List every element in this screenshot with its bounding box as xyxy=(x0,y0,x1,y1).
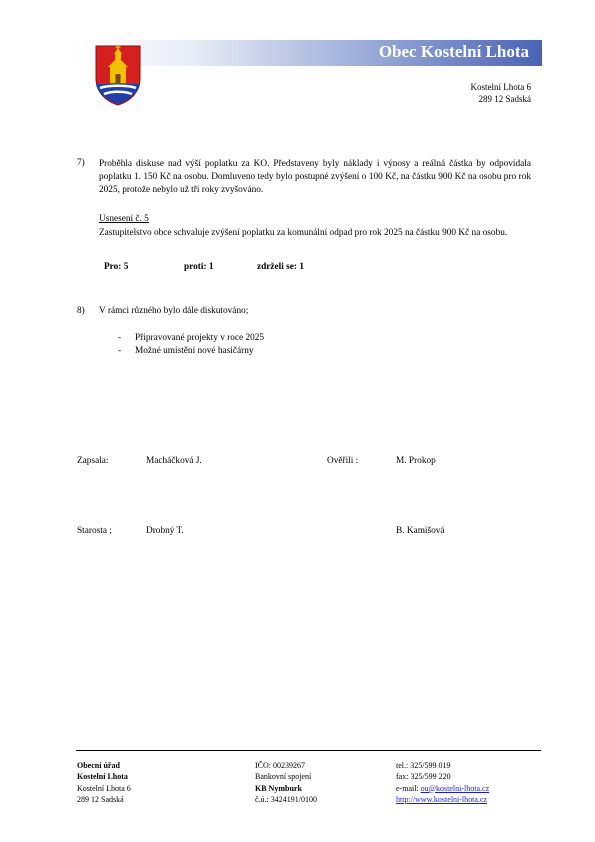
footer-phone: tel.: 325/599 019 xyxy=(396,761,451,770)
bullet-1-text: Připravované projekty v roce 2025 xyxy=(135,333,265,343)
votes-against: proti: 1 xyxy=(184,262,214,272)
resolution-text: Zastupitelstvo obce schvaluje zvýšení poplatku za komunální odpad pro rok 2025 na částku 900 Kč na osobu. xyxy=(99,228,508,238)
coat-of-arms-icon xyxy=(94,44,142,106)
footer-email-link[interactable]: ou@kostelni-lhota.cz xyxy=(420,783,490,793)
bullet-1-marker: - xyxy=(118,333,122,343)
municipality-title: Obec Kostelní Lhota xyxy=(378,42,529,61)
item-7-number: 7) xyxy=(77,158,85,168)
footer-office-village: Kostelní Lhota xyxy=(77,772,128,782)
footer-web-link[interactable]: http://www.kostelni-lhota.cz xyxy=(396,794,488,804)
footer-email-row xyxy=(396,783,489,794)
verifier-2-name: B. Kamišová xyxy=(396,526,445,536)
verifier-1-name: M. Prokop xyxy=(396,456,436,466)
recorded-by-name: Macháčková J. xyxy=(146,456,202,466)
votes-for: Pro: 5 xyxy=(104,262,129,272)
mayor-name: Drobný T. xyxy=(146,526,184,536)
bullet-2-marker: - xyxy=(118,346,122,356)
resolution-title: Usnesení č. 5 xyxy=(99,214,149,224)
vote-results xyxy=(0,262,595,276)
footer-office-city: 289 12 Sadská xyxy=(77,794,124,804)
mayor-label: Starosta ; xyxy=(77,526,112,536)
footer-contact-column xyxy=(396,760,489,805)
footer-office-street: Kostelní Lhota 6 xyxy=(77,783,131,793)
recorded-by-label: Zapsala: xyxy=(77,456,109,466)
item-7-text: Proběhla diskuse nad výší poplatku za KO. Představeny byly náklady i výnosy a reálná částka by odpovídala poplatku 1. 150 Kč na osobu. Domluveno tedy bylo postupné zvýšení o 100 Kč, na částku 900 Kč na osobu pro rok 2025, protože nebylo už tři roky zvyšováno. xyxy=(99,159,531,195)
item-8-number: 8) xyxy=(77,306,85,316)
item-8-text: V rámci různého bylo dále diskutováno; xyxy=(99,306,249,316)
bullet-2-text: Možné umístění nové hasičárny xyxy=(135,346,254,356)
footer-bank-label: Bankovní spojení xyxy=(255,772,312,782)
footer-office-name: Obecní úřad xyxy=(77,761,120,770)
verified-by-label: Ověřili : xyxy=(327,456,359,466)
footer-office-column xyxy=(77,760,131,805)
address-line-2: 289 12 Sadská xyxy=(478,94,531,104)
footer-fax: fax: 325/599 220 xyxy=(396,772,451,782)
footer-divider xyxy=(76,750,541,751)
footer-email-label: e-mail: xyxy=(396,783,421,793)
address-line-1: Kostelní Lhota 6 xyxy=(470,82,531,92)
footer-bank-column xyxy=(255,760,317,805)
votes-abstain: zdrželi se: 1 xyxy=(257,262,304,272)
footer-ico: IČO: 00239267 xyxy=(255,761,305,770)
footer-account: č.ú.: 3424191/0100 xyxy=(255,794,317,804)
footer-bank-name: KB Nymburk xyxy=(255,783,302,793)
